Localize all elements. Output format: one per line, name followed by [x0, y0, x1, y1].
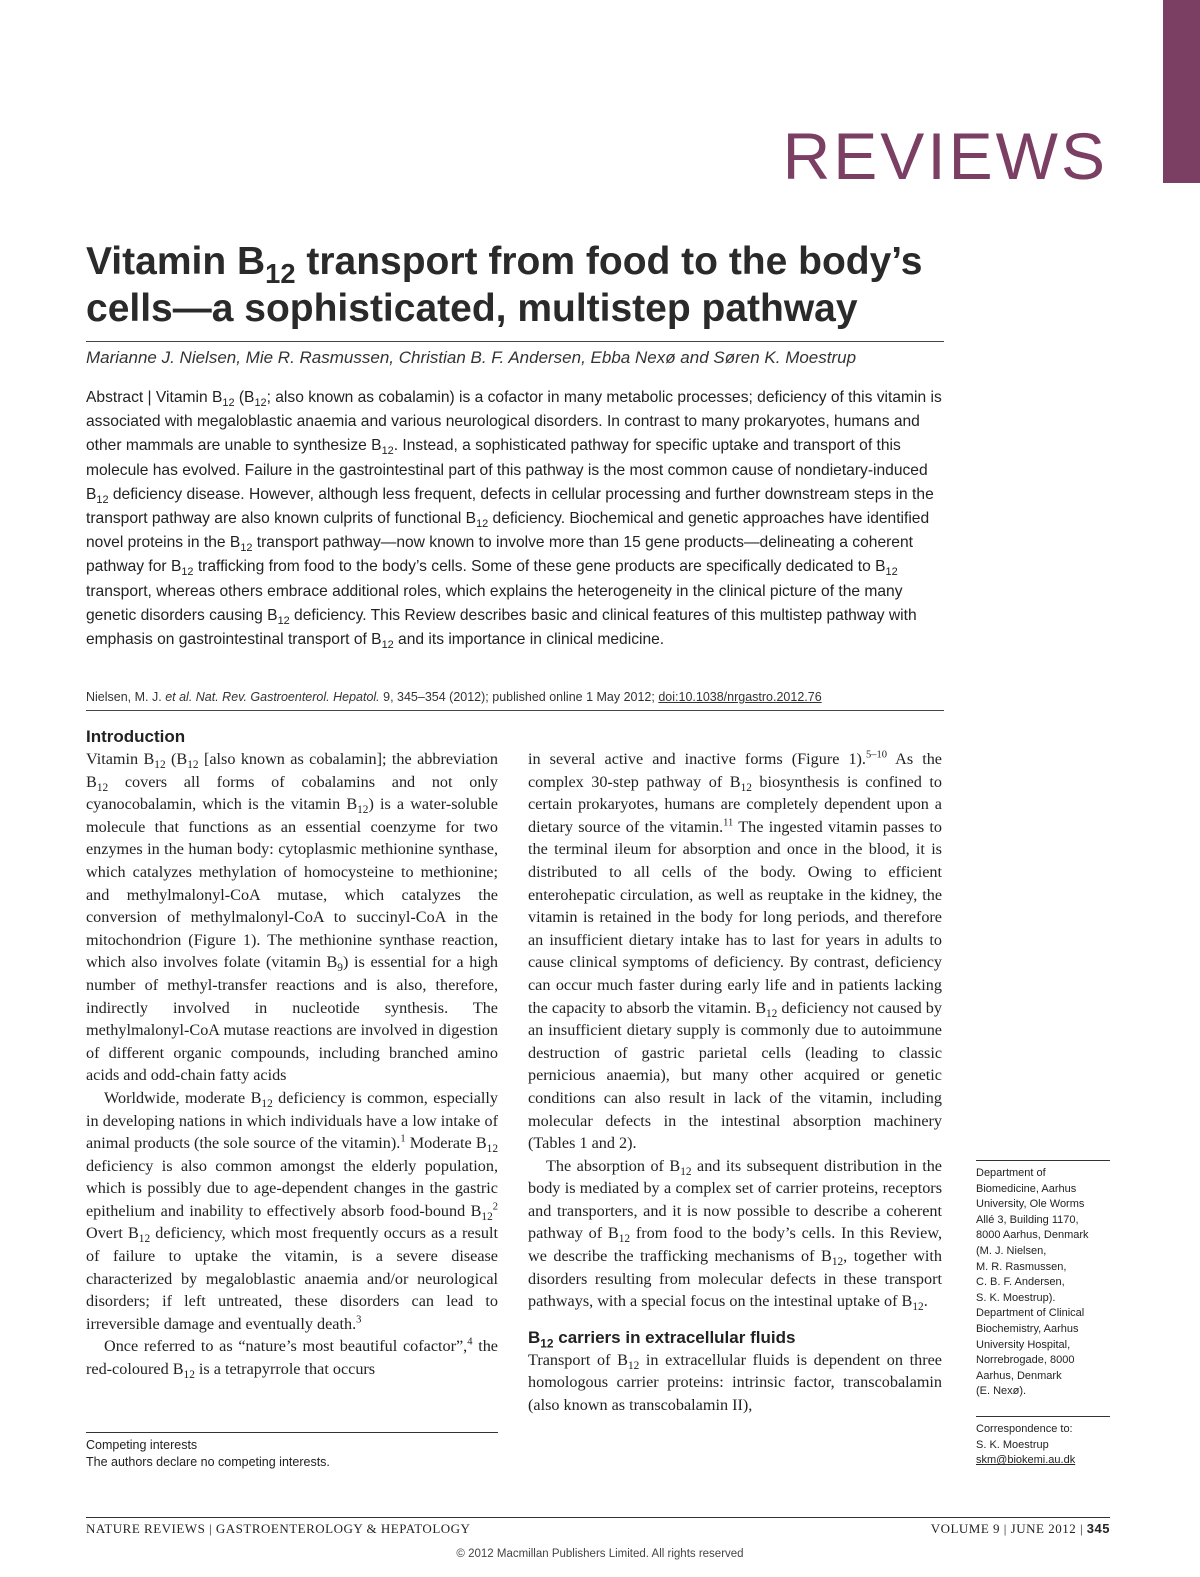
- section-label: REVIEWS: [782, 119, 1108, 193]
- page-number: 345: [1086, 1521, 1110, 1536]
- competing-interests-text: The authors declare no competing interests.: [86, 1455, 330, 1469]
- paragraph: Transport of $B_{12}$ in extracellular fluids is dependent on three homologous carrier proteins: intrinsic factor, transcobalamin (also known as transcobalamin II),: [528, 1350, 942, 1415]
- doi-link[interactable]: doi:10.1038/nrgastro.2012.76: [658, 690, 822, 704]
- correspondence-label: Correspondence to:: [976, 1423, 1073, 1435]
- affiliation-line: Allé 3, Building 1170,: [976, 1213, 1079, 1226]
- affiliation-line: (M. J. Nielsen,: [976, 1244, 1047, 1257]
- section-heading-introduction: Introduction: [86, 727, 186, 746]
- abstract: Abstract | Vitamin $B_{12}$ ($B_{12}$; also known as cobalamin) is a cofactor in many metabolic processes; deficiency of this vitamin is associated with megaloblastic anaemia and various neurological disorders. In contrast to many prokaryotes, humans and other mammals are unable to synthesize $B_{12}$. Instead, a sophisticated pathway for specific uptake and transport of this molecule has evolved. Failure in the gastrointestinal part of this pathway is the most common cause of nondietary-induced $B_{12}$ deficiency disease. However, although less frequent, defects in cellular processing and further downstream steps in the transport pathway are also known culprits of functional $B_{12}$ deficiency. Biochemical and genetic approaches have identified novel proteins in the $B_{12}$ transport pathway—now known to involve more than 15 gene products—delineating a coherent pathway for $B_{12}$ trafficking from food to the body’s cells. Some of these gene products are specifically dedicated to $B_{12}$ transport, whereas others embrace additional roles, which explains the heterogeneity in the clinical picture of the many genetic disorders causing $B_{12}$ deficiency. This Review describes basic and clinical features of this multistep pathway with emphasis on gastrointestinal transport of $B_{12}$ and its importance in clinical medicine.: [86, 389, 942, 652]
- abstract-rule: [86, 710, 944, 711]
- issue-footer: VOLUME 9 | JUNE 2012 | 345: [930, 1521, 1110, 1536]
- affiliation-line: Department of Clinical: [976, 1307, 1085, 1320]
- paragraph: Once referred to as “nature’s most beautiful cofactor”,$^4$ the red-coloured $B_{12}$ is a tetrapyrrole that occurs: [86, 1337, 498, 1382]
- paragraph: in several active and inactive forms (Figure 1).$^{5-10}$ As the complex 30-step pathway of $B_{12}$ biosynthesis is confined to certain prokaryotes, humans are completely dependent upon a dietary source of the vitamin.$^{11}$ The ingested vitamin passes to the terminal ileum for absorption and once in the blood, it is distributed to all cells of the body. Owing to efficient enterohepatic circulation, as well as reuptake in the kidney, the vitamin is retained in the body for long periods, and therefore an insufficient dietary intake has to last for years in adults to cause clinical symptoms of deficiency. By contrast, deficiency can occur much faster during early life and in patients lacking the capacity to absorb the vitamin. $B_{12}$ deficiency not caused by an insufficient dietary supply is commonly due to autoimmune destruction of gastric parietal cells (leading to classic pernicious anaemia), but many other acquired or genetic conditions can also result in lack of the vitamin, including molecular defects in the intestinal absorption machinery (Tables 1 and 2).: [528, 749, 943, 1153]
- paragraph: The absorption of $B_{12}$ and its subsequent distribution in the body is mediated by a complex set of carrier proteins, receptors and transporters, and it is now possible to describe a coherent pathway of $B_{12}$ from food to the body’s cells. In this Review, we describe the trafficking mechanisms of $B_{12}$, together with disorders resulting from molecular defects in these transport pathways, with a special focus on the intestinal uptake of $B_{12}$.: [528, 1156, 943, 1314]
- correspondence-email-link[interactable]: skm@biokemi.au.dk: [976, 1454, 1076, 1467]
- affiliation-line: Norrebrogade, 8000: [976, 1354, 1075, 1367]
- citation-line: Nielsen, M. J. et al. Nat. Rev. Gastroenterol. Hepatol. 9, 345–354 (2012); published online 1 May 2012; doi:10.1038/nrgastro.2012.76: [86, 690, 822, 704]
- affiliation-line: Biomedicine, Aarhus: [976, 1182, 1077, 1195]
- affiliation-line: Aarhus, Denmark: [976, 1369, 1062, 1382]
- affiliation-line: (E. Nexø).: [976, 1385, 1027, 1398]
- section-tab-bar: [1163, 0, 1200, 183]
- correspondence: [976, 1416, 1110, 1469]
- affiliation-line: Biochemistry, Aarhus: [976, 1322, 1079, 1335]
- affiliation-line: University, Ole Worms: [976, 1198, 1085, 1211]
- section-heading-b12-carriers: $B_{12}$ carriers in extracellular fluids: [528, 1327, 796, 1351]
- affiliation-line: Department of: [976, 1167, 1046, 1179]
- affiliation-line: 8000 Aarhus, Denmark: [976, 1229, 1089, 1242]
- affiliation-line: University Hospital,: [976, 1338, 1071, 1351]
- body-column-right: [528, 748, 942, 1417]
- competing-interests: [86, 1432, 498, 1471]
- copyright-notice: © 2012 Macmillan Publishers Limited. All rights reserved: [456, 1548, 744, 1560]
- paragraph: Worldwide, moderate $B_{12}$ deficiency is common, especially in developing nations in which individuals have a low intake of animal products (the sole source of the vitamin).$^1$ Moderate $B_{12}$ deficiency is also common amongst the elderly population, which is possibly due to age-dependent changes in the gastric epithelium and inability to effectively absorb food-bound $B_{12}^2$ Overt $B_{12}$ deficiency, which most frequently occurs as a result of failure to uptake the vitamin, is a severe disease characterized by megaloblastic anaemia and/or neurological disorders; if left untreated, these disorders can lead to irreversible damage and eventually death.$^3$: [86, 1088, 499, 1333]
- author-list: Marianne J. Nielsen, Mie R. Rasmussen, Christian B. F. Andersen, Ebba Nexø and Søren K. Moestrup: [86, 348, 857, 367]
- article-title: Vitamin $B_{12}$ transport from food to the body’s cells—a sophisticated, multistep pathway: [86, 240, 923, 330]
- competing-interests-heading: Competing interests: [86, 1438, 198, 1452]
- footer-rule: [86, 1517, 1110, 1518]
- title-rule: [86, 341, 944, 342]
- affiliation-line: M. R. Rasmussen,: [976, 1260, 1067, 1273]
- affiliation-line: S. K. Moestrup).: [976, 1291, 1056, 1304]
- body-column-left: [86, 726, 498, 1381]
- journal-footer: NATURE REVIEWS | GASTROENTEROLOGY & HEPATOLOGY: [86, 1521, 471, 1536]
- correspondence-name: S. K. Moestrup: [976, 1438, 1049, 1451]
- affiliations: [976, 1160, 1110, 1400]
- paragraph: Vitamin $B_{12}$ ($B_{12}$ [also known as cobalamin]; the abbreviation $B_{12}$ covers all forms of cobalamins and not only cyanocobalamin, which is the vitamin $B_{12}$) is a water-soluble molecule that functions as an essential coenzyme for two enzymes in the human body: cytoplasmic methionine synthase, which catalyzes methylation of homocysteine to methionine; and methylmalonyl-CoA mutase, which catalyzes the conversion of methylmalonyl-CoA to succinyl-CoA in the mitochondrion (Figure 1). The methionine synthase reaction, which also involves folate (vitamin $B_9$) is essential for a high number of methyl-transfer reactions and is also, therefore, indirectly involved in nucleotide synthesis. The methylmalonyl-CoA mutase reactions are involved in digestion of different organic compounds, including branched amino acids and odd-chain fatty acids: [86, 750, 499, 1085]
- affiliation-line: C. B. F. Andersen,: [976, 1276, 1065, 1289]
